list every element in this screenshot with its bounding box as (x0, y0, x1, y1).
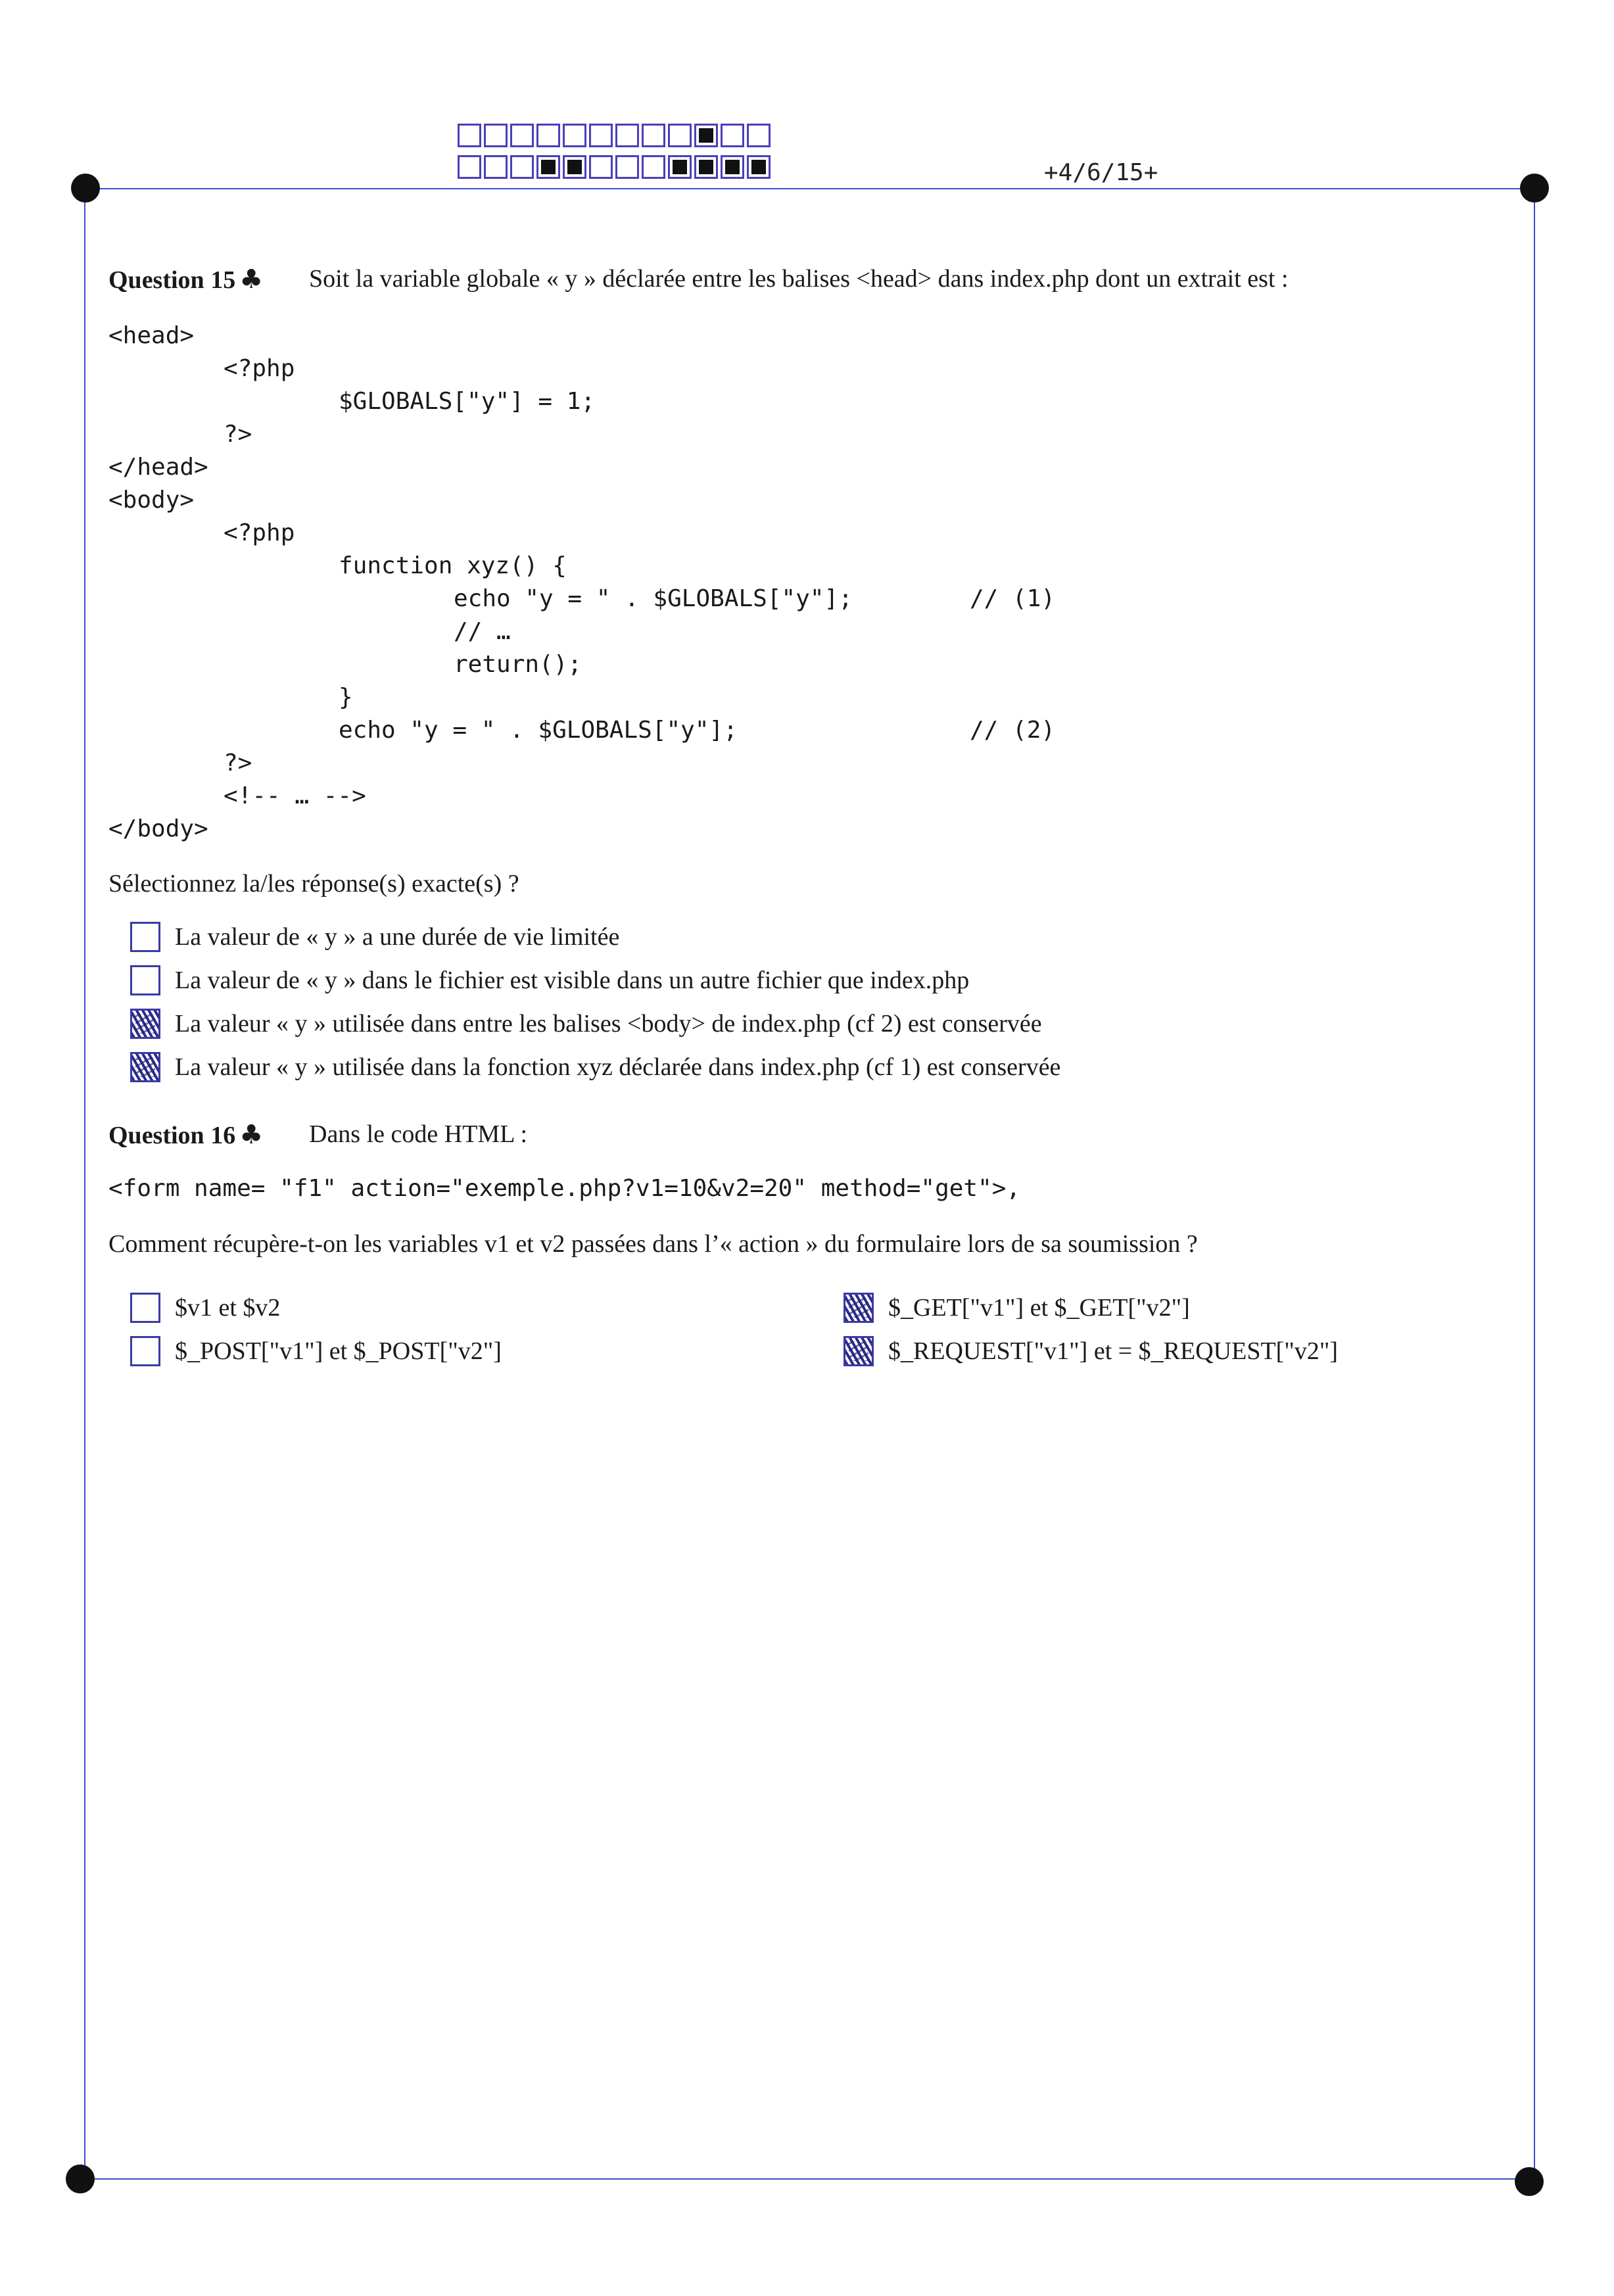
answer-choice-text: $_POST["v1"] et $_POST["v2"] (175, 1337, 502, 1365)
code-box (589, 155, 613, 179)
code-box (642, 155, 665, 179)
checkbox[interactable] (130, 1336, 160, 1366)
question-16-header (108, 1120, 528, 1150)
club-icon: ♣ (239, 264, 264, 295)
corner-mark-top-right (1520, 174, 1549, 203)
code-line: <?php (224, 519, 295, 546)
answer-choice[interactable] (130, 1052, 1060, 1082)
code-line: ?> (224, 750, 252, 777)
question-16-prompt: Comment récupère-t-on les variables v1 et v2 passées dans l’« action » du formulaire lors de sa soumission ? (108, 1230, 1198, 1258)
code-line: <!-- … --> (224, 782, 366, 809)
code-box (510, 124, 534, 147)
code-box (694, 124, 718, 147)
code-line: <head> (108, 322, 195, 349)
code-box (563, 124, 586, 147)
code-box (563, 155, 586, 179)
code-box (668, 124, 692, 147)
code-box (694, 155, 718, 179)
question-15-prompt: Sélectionnez la/les réponse(s) exacte(s) ? (108, 870, 519, 897)
code-box (721, 155, 744, 179)
code-line: </head> (108, 454, 208, 481)
question-15-text: Soit la variable globale « y » déclarée entre les balises <head> dans index.php dont un extrait est : (309, 265, 1289, 293)
answer-choice-text: La valeur « y » utilisée dans la fonction xyz déclarée dans index.php (cf 1) est conservée (175, 1053, 1061, 1081)
answer-choice-text: $_REQUEST["v1"] et = $_REQUEST["v2"] (888, 1337, 1339, 1365)
binary-code-row-1 (458, 124, 773, 147)
code-line: $GLOBALS["y"] = 1; (339, 388, 596, 415)
answer-choice[interactable] (843, 1336, 1338, 1366)
code-box (642, 124, 665, 147)
code-box (747, 155, 771, 179)
code-box (747, 124, 771, 147)
checked-checkbox[interactable] (130, 1052, 160, 1082)
code-box (510, 155, 534, 179)
code-line: ?> (224, 421, 252, 448)
code-box (668, 155, 692, 179)
frame-bottom-line (80, 2178, 1530, 2180)
corner-mark-top-left (71, 174, 100, 203)
code-line: <body> (108, 487, 195, 514)
checked-checkbox[interactable] (843, 1336, 874, 1366)
code-box (615, 155, 639, 179)
answer-choice-text: La valeur de « y » a une durée de vie limitée (175, 923, 620, 951)
code-box (589, 124, 613, 147)
code-line: // … (454, 618, 511, 645)
checkbox[interactable] (130, 965, 160, 995)
binary-code-row-2 (458, 155, 773, 179)
code-line: echo "y = " . $GLOBALS["y"]; (339, 717, 738, 744)
question-16-code-line: <form name= "f1" action="exemple.php?v1=10&v2=20" method="get">, (108, 1175, 1021, 1202)
code-box (615, 124, 639, 147)
code-comment: // (2) (970, 717, 1056, 744)
code-box (458, 124, 481, 147)
code-box (458, 155, 481, 179)
code-line: <?php (224, 355, 295, 382)
checked-checkbox[interactable] (843, 1293, 874, 1323)
answer-choice-text: La valeur de « y » dans le fichier est visible dans un autre fichier que index.php (175, 967, 970, 994)
question-15-header (108, 264, 1289, 295)
code-line: return(); (454, 651, 582, 678)
answer-choice[interactable] (130, 1009, 1042, 1039)
question-16-label: Question 16 (108, 1122, 236, 1149)
corner-mark-bottom-right (1515, 2167, 1544, 2196)
question-16-text: Dans le code HTML : (309, 1120, 528, 1148)
code-line: } (339, 684, 353, 711)
code-line: function xyz() { (339, 552, 567, 579)
frame-left-line (84, 188, 85, 2178)
answer-choice-text: $v1 et $v2 (175, 1294, 281, 1322)
frame-top-line (85, 188, 1535, 189)
checkbox[interactable] (130, 922, 160, 952)
code-box (536, 124, 560, 147)
answer-choice[interactable] (130, 922, 619, 952)
answer-choice[interactable] (130, 1293, 280, 1323)
checked-checkbox[interactable] (130, 1009, 160, 1039)
code-box (484, 124, 508, 147)
corner-mark-bottom-left (66, 2164, 95, 2193)
code-line: </body> (108, 815, 208, 842)
code-box (721, 124, 744, 147)
code-comment: // (1) (970, 585, 1056, 612)
answer-choice-text: La valeur « y » utilisée dans entre les balises <body> de index.php (cf 2) est conservée (175, 1010, 1042, 1038)
checkbox[interactable] (130, 1293, 160, 1323)
code-line: echo "y = " . $GLOBALS["y"]; (454, 585, 853, 612)
frame-right-line (1534, 188, 1535, 2178)
question-15-label: Question 15 (108, 266, 236, 294)
answer-choice-text: $_GET["v1"] et $_GET["v2"] (888, 1294, 1190, 1322)
answer-choice[interactable] (843, 1293, 1190, 1323)
code-box (484, 155, 508, 179)
answer-choice[interactable] (130, 1336, 502, 1366)
page-identifier: +4/6/15+ (1044, 159, 1158, 186)
answer-choice[interactable] (130, 965, 969, 995)
club-icon: ♣ (239, 1120, 264, 1150)
code-box (536, 155, 560, 179)
